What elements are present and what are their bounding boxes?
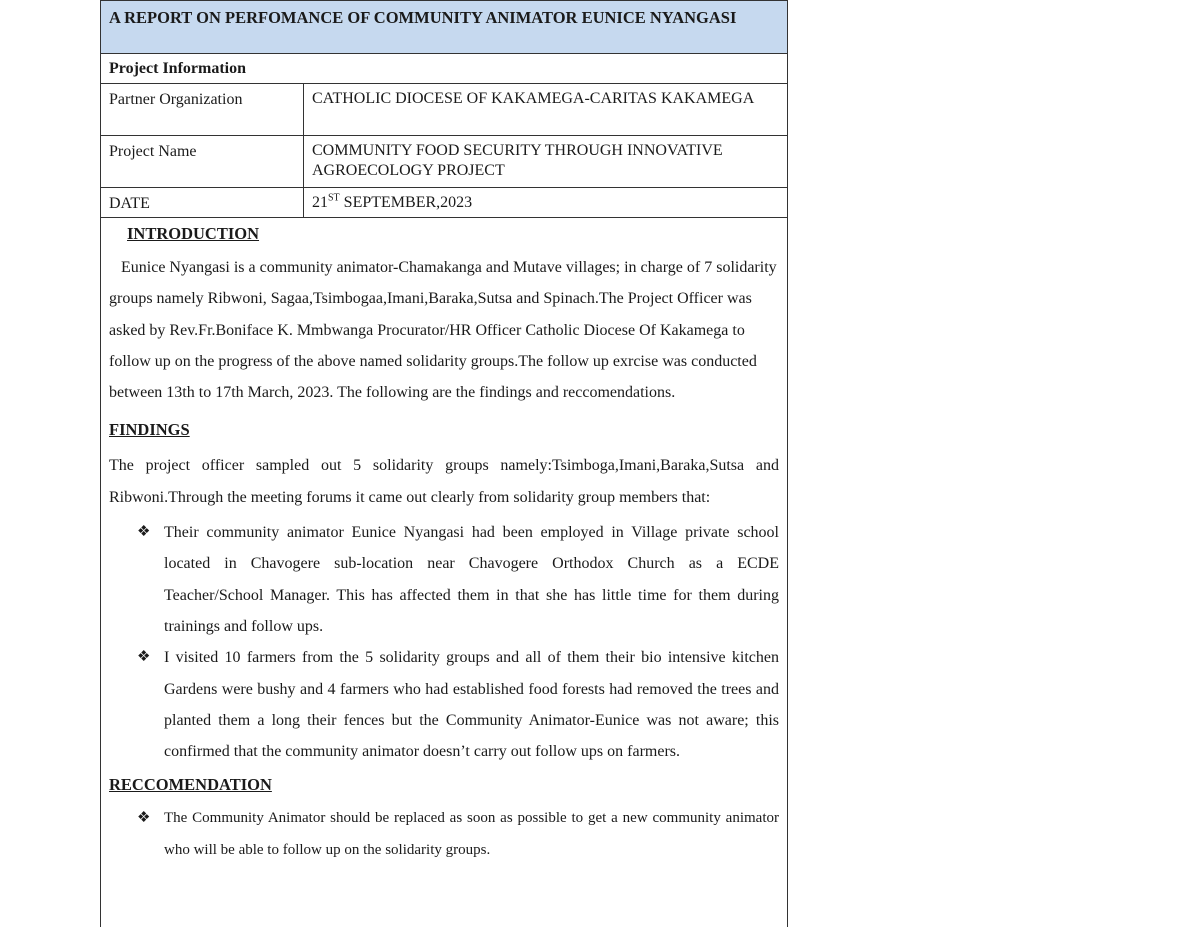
report-body	[101, 224, 787, 866]
introduction-heading: INTRODUCTION	[127, 224, 260, 243]
date-label: DATE	[101, 188, 304, 217]
diamond-bullet-icon: ❖	[137, 524, 151, 541]
list-item-text: Their community animator Eunice Nyangasi had been employed in Village private school located in Chavogere sub-location near Chavogere Orthodox Church as a ECDE Teacher/School Manager. This has affected them in that she has little time for them during trainings and follow ups.	[164, 524, 779, 635]
date-suffix: ST	[328, 192, 340, 204]
list-item	[109, 803, 779, 866]
info-label: Partner Organization	[101, 84, 304, 135]
date-day: 21	[312, 194, 328, 211]
info-label: Project Name	[101, 136, 304, 187]
info-row-date	[101, 188, 787, 218]
recommendation-heading: RECCOMENDATION	[109, 775, 272, 795]
list-item-text: I visited 10 farmers from the 5 solidarity groups and all of them their bio intensive kitchen Gardens were bushy and 4 farmers who had established food forests had removed the trees and planted them a long their fences but the Community Animator-Eunice was not aware; this confirmed that the community animator doesn’t carry out follow ups on farmers.	[164, 649, 779, 761]
date-rest: SEPTEMBER,2023	[339, 194, 473, 211]
diamond-bullet-icon: ❖	[137, 810, 151, 827]
findings-heading: FINDINGS	[109, 420, 190, 440]
introduction-text: Eunice Nyangasi is a community animator-Chamakanga and Mutave villages; in charge of 7 solidarity groups namely Ribwoni, Sagaa,Tsimbogaa,Imani,Baraka,Sutsa and Spinach.The Project Officer was asked by Rev.Fr.Boniface K. Mmbwanga Procurator/HR Officer Catholic Diocese Of Kakamega to follow up on the progress of the above named solidarity groups.The follow up exrcise was conducted between 13th to 17th March, 2023. The following are the findings and reccomendations.	[109, 259, 777, 402]
date-value	[304, 188, 787, 217]
info-row-project-name	[101, 136, 787, 188]
report-document	[100, 0, 788, 927]
list-item	[109, 517, 779, 642]
info-value: CATHOLIC DIOCESE OF KAKAMEGA-CARITAS KAKAMEGA	[312, 90, 755, 107]
diamond-bullet-icon: ❖	[137, 649, 151, 666]
findings-text: The project officer sampled out 5 solidarity groups namely:Tsimboga,Imani,Baraka,Sutsa and Ribwoni.Through the meeting forums it came out clearly from solidarity group members that:	[109, 457, 779, 506]
info-row-partner	[101, 84, 787, 136]
findings-list	[109, 517, 779, 767]
project-info-heading: Project Information	[101, 54, 787, 84]
info-value: COMMUNITY FOOD SECURITY THROUGH INNOVATIVE AGROECOLOGY PROJECT	[312, 142, 723, 179]
list-item	[109, 642, 779, 767]
report-title: A REPORT ON PERFOMANCE OF COMMUNITY ANIMATOR EUNICE NYANGASI	[101, 0, 787, 54]
recommendation-list	[109, 803, 779, 866]
list-item-text: The Community Animator should be replaced as soon as possible to get a new community animator who will be able to follow up on the solidarity groups.	[164, 810, 779, 858]
